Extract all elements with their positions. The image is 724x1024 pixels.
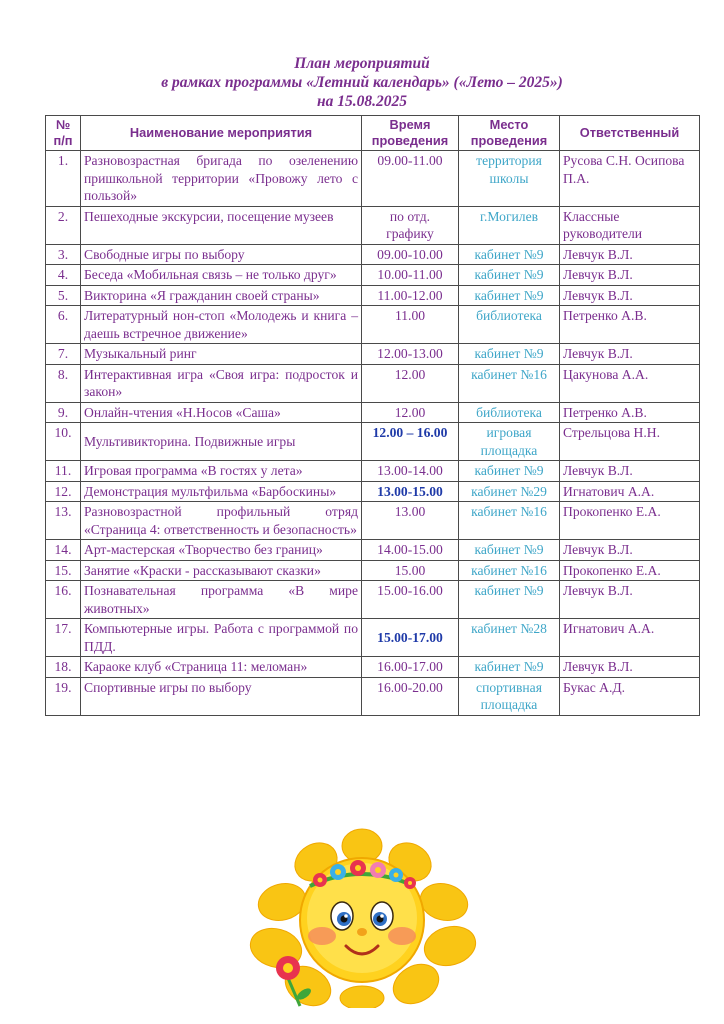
row-num: 19.: [46, 677, 81, 715]
table-row: [46, 581, 700, 619]
header-place: Место проведения: [459, 116, 560, 151]
row-num: 10.: [46, 423, 81, 461]
row-name: Мультивикторина. Подвижные игры: [81, 423, 362, 461]
row-responsible: Левчук В.Л.: [560, 657, 700, 678]
row-responsible: Русова С.Н. Осипова П.А.: [560, 151, 700, 207]
row-time: 13.00-14.00: [362, 461, 459, 482]
row-time: 10.00-11.00: [362, 265, 459, 286]
sun-character-icon: [238, 828, 486, 1008]
row-time: 11.00: [362, 306, 459, 344]
row-place: территория школы: [459, 151, 560, 207]
row-name: Свободные игры по выбору: [81, 244, 362, 265]
table-row: [46, 540, 700, 561]
row-num: 1.: [46, 151, 81, 207]
table-row: [46, 364, 700, 402]
row-time: 16.00-17.00: [362, 657, 459, 678]
row-name: Беседа «Мобильная связь – не только друг»: [81, 265, 362, 286]
header-num: № п/п: [46, 116, 81, 151]
header-name: Наименование мероприятия: [81, 116, 362, 151]
row-responsible: Игнатович А.А.: [560, 481, 700, 502]
row-time: 16.00-20.00: [362, 677, 459, 715]
row-time: 13.00-15.00: [362, 481, 459, 502]
header-time: Время проведения: [362, 116, 459, 151]
events-table: [45, 115, 700, 716]
row-name: Арт-мастерская «Творчество без границ»: [81, 540, 362, 561]
row-num: 11.: [46, 461, 81, 482]
row-num: 18.: [46, 657, 81, 678]
table-row: [46, 657, 700, 678]
row-place: кабинет №16: [459, 364, 560, 402]
row-responsible: Прокопенко Е.А.: [560, 502, 700, 540]
header-responsible: Ответственный: [560, 116, 700, 151]
row-name: Пешеходные экскурсии, посещение музеев: [81, 206, 362, 244]
table-row: [46, 265, 700, 286]
row-place: кабинет №9: [459, 285, 560, 306]
row-responsible: Букас А.Д.: [560, 677, 700, 715]
row-time: 14.00-15.00: [362, 540, 459, 561]
row-place: кабинет №9: [459, 344, 560, 365]
row-name: Игровая программа «В гостях у лета»: [81, 461, 362, 482]
row-num: 16.: [46, 581, 81, 619]
row-name: Викторина «Я гражданин своей страны»: [81, 285, 362, 306]
row-name: Разновозрастной профильный отряд «Страница 4: ответственность и безопасность»: [81, 502, 362, 540]
row-responsible: Петренко А.В.: [560, 306, 700, 344]
row-num: 4.: [46, 265, 81, 286]
row-num: 13.: [46, 502, 81, 540]
row-place: кабинет №28: [459, 619, 560, 657]
row-place: г.Могилев: [459, 206, 560, 244]
row-responsible: Левчук В.Л.: [560, 244, 700, 265]
row-name: Занятие «Краски - рассказывают сказки»: [81, 560, 362, 581]
table-row: [46, 677, 700, 715]
row-name: Разновозрастная бригада по озеленению пришкольной территории «Провожу лето с пользой»: [81, 151, 362, 207]
row-name: Интерактивная игра «Своя игра: подросток и закон»: [81, 364, 362, 402]
row-num: 8.: [46, 364, 81, 402]
row-name: Онлайн-чтения «Н.Носов «Саша»: [81, 402, 362, 423]
row-responsible: Классные руководители: [560, 206, 700, 244]
row-responsible: Левчук В.Л.: [560, 285, 700, 306]
table-row: [46, 560, 700, 581]
row-time: 13.00: [362, 502, 459, 540]
row-place: кабинет №9: [459, 461, 560, 482]
row-responsible: Левчук В.Л.: [560, 344, 700, 365]
row-place: спортивная площадка: [459, 677, 560, 715]
row-time: 09.00-11.00: [362, 151, 459, 207]
row-time: 12.00-13.00: [362, 344, 459, 365]
row-responsible: Цакунова А.А.: [560, 364, 700, 402]
row-time: 15.00: [362, 560, 459, 581]
row-num: 3.: [46, 244, 81, 265]
row-num: 9.: [46, 402, 81, 423]
row-num: 14.: [46, 540, 81, 561]
table-row: [46, 481, 700, 502]
row-place: кабинет №16: [459, 560, 560, 581]
title-line-2: в рамках программы «Летний календарь» («Лето – 2025»): [161, 74, 563, 91]
title-line-3: на 15.08.2025: [317, 93, 407, 110]
row-num: 15.: [46, 560, 81, 581]
row-num: 5.: [46, 285, 81, 306]
row-place: кабинет №29: [459, 481, 560, 502]
row-name: Спортивные игры по выбору: [81, 677, 362, 715]
row-time: 15.00-17.00: [362, 619, 459, 657]
row-responsible: Стрельцова Н.Н.: [560, 423, 700, 461]
row-name: Демонстрация мультфильма «Барбоскины»: [81, 481, 362, 502]
table-row: [46, 402, 700, 423]
row-name: Музыкальный ринг: [81, 344, 362, 365]
table-row: [46, 502, 700, 540]
row-responsible: Левчук В.Л.: [560, 581, 700, 619]
table-row: [46, 206, 700, 244]
row-responsible: Левчук В.Л.: [560, 265, 700, 286]
row-responsible: Левчук В.Л.: [560, 461, 700, 482]
row-name: Караоке клуб «Страница 11: меломан»: [81, 657, 362, 678]
row-name: Компьютерные игры. Работа с программой по ПДД.: [81, 619, 362, 657]
table-row: [46, 151, 700, 207]
row-time: 09.00-10.00: [362, 244, 459, 265]
row-name: Познавательная программа «В мире животных»: [81, 581, 362, 619]
row-time: 12.00: [362, 364, 459, 402]
table-row: [46, 344, 700, 365]
table-row: [46, 285, 700, 306]
row-place: кабинет №9: [459, 581, 560, 619]
row-place: кабинет №9: [459, 244, 560, 265]
row-responsible: Прокопенко Е.А.: [560, 560, 700, 581]
table-row: [46, 461, 700, 482]
row-time: 15.00-16.00: [362, 581, 459, 619]
row-num: 12.: [46, 481, 81, 502]
row-responsible: Петренко А.В.: [560, 402, 700, 423]
row-place: игровая площадка: [459, 423, 560, 461]
row-name: Литературный нон-стоп «Молодежь и книга – даешь встречное движение»: [81, 306, 362, 344]
row-place: кабинет №16: [459, 502, 560, 540]
document-title: [0, 54, 724, 111]
row-time: по отд. графику: [362, 206, 459, 244]
row-place: кабинет №9: [459, 540, 560, 561]
row-num: 2.: [46, 206, 81, 244]
row-num: 6.: [46, 306, 81, 344]
row-time: 11.00-12.00: [362, 285, 459, 306]
table-row: [46, 306, 700, 344]
row-time: 12.00: [362, 402, 459, 423]
row-num: 17.: [46, 619, 81, 657]
row-place: кабинет №9: [459, 657, 560, 678]
table-header-row: [46, 116, 700, 151]
row-responsible: Игнатович А.А.: [560, 619, 700, 657]
row-place: кабинет №9: [459, 265, 560, 286]
table-row: [46, 619, 700, 657]
title-line-1: План мероприятий: [294, 55, 430, 72]
table-row: [46, 244, 700, 265]
row-time: 12.00 – 16.00: [362, 423, 459, 461]
table-row: [46, 423, 700, 461]
row-place: библиотека: [459, 402, 560, 423]
row-place: библиотека: [459, 306, 560, 344]
row-num: 7.: [46, 344, 81, 365]
row-responsible: Левчук В.Л.: [560, 540, 700, 561]
